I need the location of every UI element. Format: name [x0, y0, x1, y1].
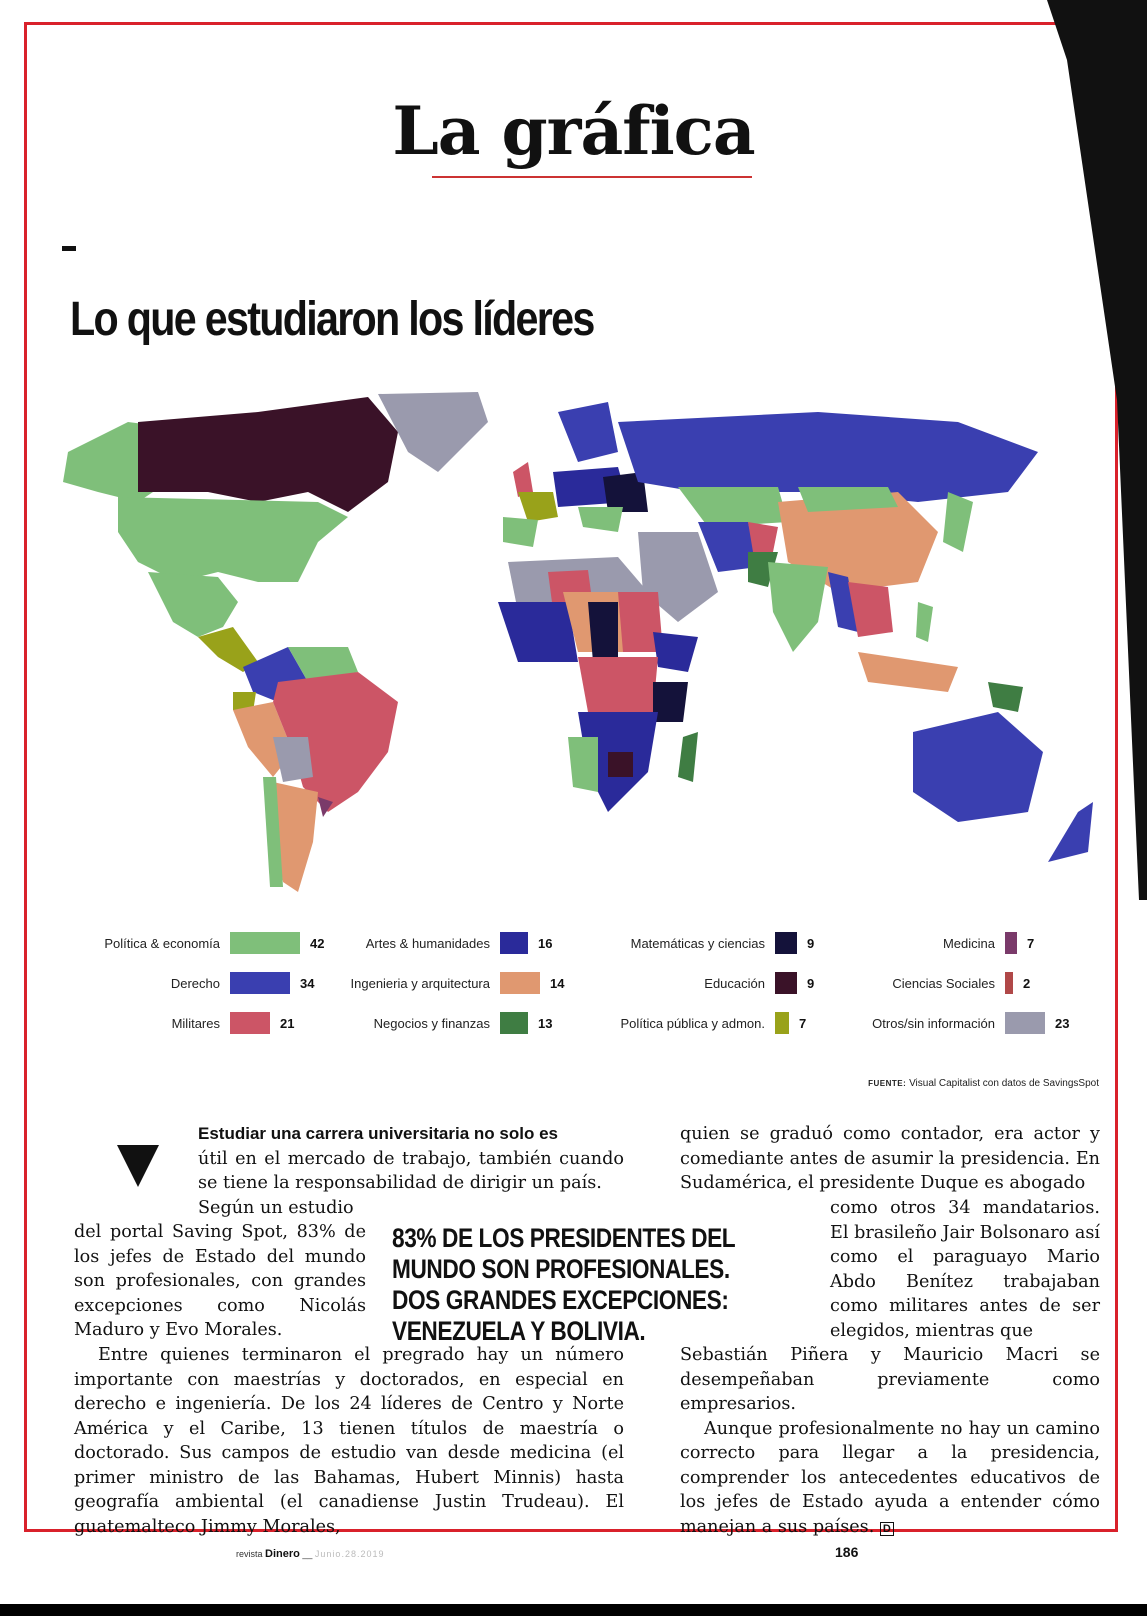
map-region-east-africa [653, 682, 688, 722]
legend-swatch [1005, 1012, 1045, 1034]
legend-label: Medicina [942, 935, 995, 951]
map-legend [40, 932, 1100, 1062]
legend-label: Educación [704, 975, 765, 991]
legend-item [620, 1012, 807, 1034]
article-col1-bottom [74, 1343, 624, 1539]
map-region-india [768, 562, 828, 652]
article-p2: Entre quienes terminaron el pregrado hay un número importante con maestrías y doctorados, en especial en derecho e ingeniería. De los 24 líderes de Centro y Norte América y el Caribe, 13 tienen títulos de maestría o doctorado. Sus campos de estudio van desde medicina (el primer ministro de las Bahamas, Hubert Minnis) hasta geografía ambiental (el canadiense Justin Trudeau). El guatemalteco Jimmy Morales, [74, 1345, 624, 1537]
legend-item [892, 972, 1031, 994]
legend-count: 34 [300, 975, 315, 991]
map-region-afghanistan [748, 522, 778, 552]
source-prefix: FUENTE: [868, 1079, 907, 1088]
article-p3-c: Sebastián Piñera y Mauricio Macri se desempeñaban previamente como empresarios. [680, 1345, 1100, 1414]
legend-label: Artes & humanidades [365, 935, 490, 951]
article-p4-text: Aunque profesionalmente no hay un camino correcto para llegar a la presidencia, comprender los antecedentes educativos de los jefes de Estado ayuda a entender cómo manejan a sus países. [680, 1418, 1100, 1537]
article-col2-top [680, 1122, 1100, 1196]
article-col2-wrap [830, 1196, 1100, 1343]
bottom-edge-bar [0, 1604, 1147, 1616]
article-p1-a: Según un estudio [198, 1197, 354, 1218]
legend-label: Militares [171, 1015, 220, 1031]
map-region-scandinavia [558, 402, 618, 462]
legend-swatch [775, 1012, 789, 1034]
legend-item [942, 932, 1035, 954]
map-region-namibia [568, 737, 598, 792]
footer-magazine-prefix: revista [236, 1549, 263, 1559]
article-p1-rest: útil en el mercado de trabajo, también cuando se tiene la responsabilidad de dirigir un país. [198, 1148, 624, 1193]
legend-item [170, 972, 315, 994]
page-title: La gráfica [392, 92, 755, 170]
legend-count: 13 [538, 1015, 553, 1031]
map-region-bolivia [273, 737, 313, 782]
map-region-png [988, 682, 1023, 712]
footer-magazine: revista Dinero __ Junio.28.2019 [236, 1548, 385, 1560]
map-region-japan [943, 492, 973, 552]
legend-swatch [500, 932, 528, 954]
map-region-philippines [916, 602, 933, 642]
legend-count: 14 [550, 975, 565, 991]
map-region-new-zealand [1048, 802, 1093, 862]
legend-label: Matemáticas y ciencias [630, 935, 765, 951]
legend-swatch [500, 972, 540, 994]
legend-swatch [775, 972, 797, 994]
legend-count: 2 [1023, 975, 1031, 991]
legend-count: 7 [799, 1015, 807, 1031]
legend-count: 16 [538, 935, 553, 951]
legend-count: 9 [807, 975, 815, 991]
section-title: Lo que estudiaron los líderes [70, 293, 594, 346]
article-col2-bottom [680, 1343, 1100, 1541]
map-region-kazakhstan [678, 487, 788, 527]
map-region-chad [588, 602, 618, 662]
legend-swatch [230, 1012, 270, 1034]
footer-magazine-name: Dinero [265, 1548, 300, 1560]
legend-swatch [230, 972, 290, 994]
article-lead-block [198, 1122, 624, 1220]
legend-swatch [1005, 972, 1013, 994]
article-p4 [680, 1417, 1100, 1542]
map-region-canada [138, 397, 398, 512]
article-lead: Estudiar una carrera universitaria no solo es [198, 1124, 558, 1143]
legend-item [350, 972, 565, 994]
map-region-ethiopia [653, 632, 698, 672]
legend-swatch [1005, 932, 1017, 954]
section-dash [62, 246, 76, 251]
map-region-balkans [578, 507, 623, 532]
legend-swatch [230, 932, 300, 954]
article-col1-wrap [74, 1220, 366, 1343]
article-p1-b: del portal Saving Spot, 83% de los jefes de Estado del mundo son profesionales, con grandes excepciones como Nicolás Maduro y Evo Morales. [74, 1222, 366, 1340]
legend-label: Ingenieria y arquitectura [350, 975, 490, 991]
article-p3-b: como otros 34 mandatarios. El brasileño Jair Bolsonaro así como el paraguayo Mario Abdo Benítez trabajaban como militares antes de ser elegidos, mientras que [830, 1198, 1100, 1341]
map-region-australia [913, 712, 1043, 822]
legend-label: Otros/sin información [872, 1015, 995, 1031]
legend-swatch [775, 932, 797, 954]
map-region-uk [513, 462, 533, 497]
legend-item [872, 1012, 1070, 1034]
map-region-indonesia [858, 652, 958, 692]
legend-label: Política & economía [104, 935, 220, 951]
legend-item [365, 932, 553, 954]
end-mark: D [880, 1522, 894, 1536]
map-region-madagascar [678, 732, 698, 782]
source-note [868, 1078, 1099, 1089]
legend-count: 21 [280, 1015, 295, 1031]
world-map [58, 392, 1118, 912]
legend-item [373, 1012, 553, 1034]
map-region-central-africa [578, 657, 658, 712]
legend-label: Derecho [170, 975, 220, 991]
legend-count: 23 [1055, 1015, 1070, 1031]
title-underline [432, 176, 752, 178]
legend-count: 7 [1027, 935, 1035, 951]
legend-count: 9 [807, 935, 815, 951]
pull-quote: 83% DE LOS PRESIDENTES DEL MUNDO SON PROFESIONALES. DOS GRANDES EXCEPCIONES: VENEZUELA Y BOLIVIA. [392, 1223, 735, 1346]
map-region-france [518, 492, 558, 522]
legend-label: Política pública y admon. [620, 1015, 765, 1031]
legend-item [704, 972, 815, 994]
map-region-west-africa [498, 602, 578, 662]
map-region-zimbabwe [608, 752, 633, 777]
legend-item [630, 932, 815, 954]
article-triangle-marker [117, 1145, 159, 1187]
map-region-mexico [148, 572, 238, 637]
map-region-iberia [503, 517, 538, 547]
legend-swatch [500, 1012, 528, 1034]
legend-item [104, 932, 325, 954]
legend-count: 42 [310, 935, 325, 951]
source-text: Visual Capitalist con datos de SavingsSpot [909, 1078, 1099, 1089]
legend-item [171, 1012, 295, 1034]
map-region-usa [118, 497, 348, 582]
legend-label: Negocios y finanzas [373, 1015, 490, 1031]
article-p3-a: quien se graduó como contador, era actor y comediante antes de asumir la presidencia. En Sudamérica, el presidente Duque es abogado [680, 1124, 1100, 1193]
footer-date: Junio.28.2019 [314, 1549, 385, 1559]
page-number: 186 [835, 1544, 859, 1560]
legend-label: Ciencias Sociales [892, 975, 995, 991]
